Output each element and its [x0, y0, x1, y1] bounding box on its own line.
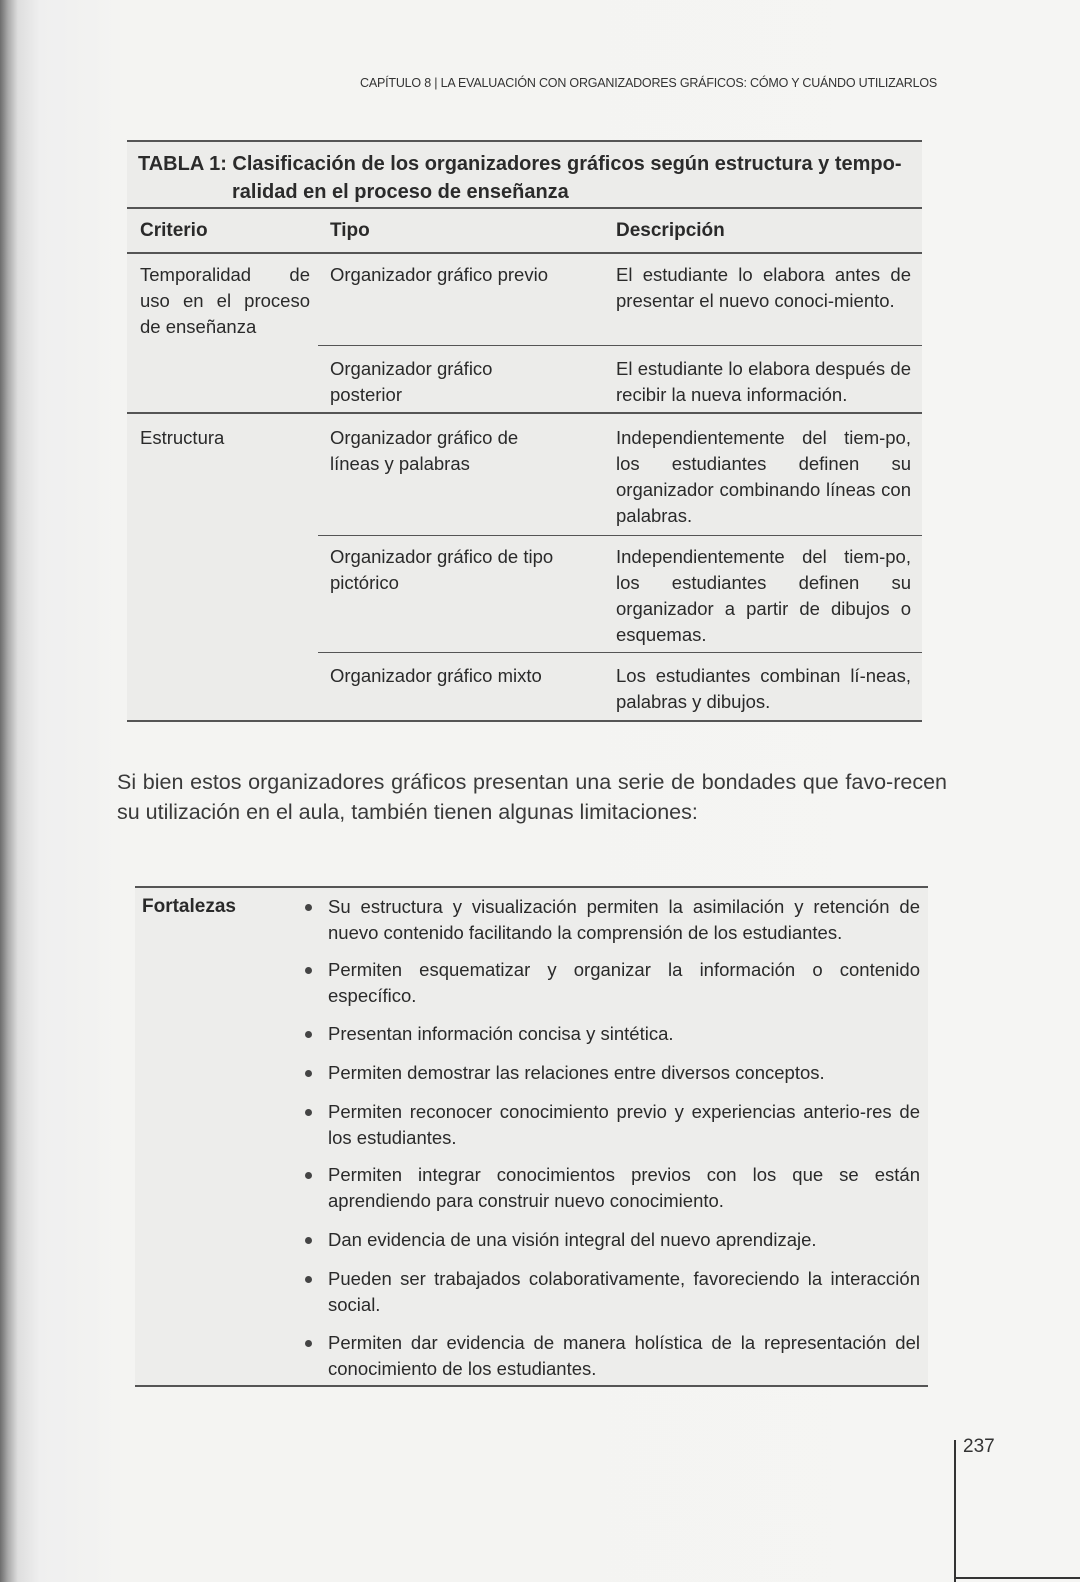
list-item: Pueden ser trabajados colaborativamente, favoreciendo la interacción social.: [305, 1266, 920, 1318]
table-cell-tipo: Organizador gráfico mixto: [330, 665, 542, 686]
list-item: Permiten dar evidencia de manera holística de la representación del conocimiento de los estudiantes.: [305, 1330, 920, 1382]
page-number-rule: [954, 1440, 956, 1582]
table-bottom-rule: [127, 720, 922, 722]
row-rule: [127, 412, 922, 414]
table-cell-tipo: Organizador gráfico posterior: [330, 358, 493, 405]
row-rule: [318, 535, 922, 536]
list-item: Dan evidencia de una visión integral del nuevo aprendizaje.: [305, 1227, 920, 1253]
table-cell-descripcion: El estudiante lo elabora después de recibir la nueva información.: [616, 358, 911, 405]
column-header-descripcion: Descripción: [616, 220, 725, 241]
list-item: Permiten demostrar las relaciones entre diversos conceptos.: [305, 1060, 920, 1086]
page-number: 237: [963, 1436, 995, 1457]
list-item: Permiten esquematizar y organizar la información o contenido específico.: [305, 957, 920, 1009]
fortalezas-label: Fortalezas: [142, 896, 236, 917]
table-cell-criterio: Temporalidad de uso en el proceso de enseñanza: [140, 264, 310, 337]
table-cell-descripcion: Independientemente del tiem-po, los estudiantes definen su organizador combinando líneas con palabras.: [616, 427, 911, 526]
row-rule: [318, 652, 922, 653]
list-item: Su estructura y visualización permiten la asimilación y retención de nuevo contenido facilitando la comprensión de los estudiantes.: [305, 894, 920, 946]
table-title-rule: [127, 207, 922, 209]
table-top-rule: [127, 140, 922, 142]
table-cell-criterio: Estructura: [140, 427, 225, 448]
table-cell-descripcion: Los estudiantes combinan lí-neas, palabras y dibujos.: [616, 665, 911, 712]
table-cell-tipo: Organizador gráfico previo: [330, 264, 548, 285]
row-rule: [318, 345, 922, 346]
header-rule: [127, 252, 922, 254]
table-cell-tipo: Organizador gráfico de tipo pictórico: [330, 546, 554, 593]
table-title: [138, 150, 908, 206]
table-title-line-2: ralidad en el proceso de enseñanza: [232, 181, 569, 203]
table-cell-descripcion: Independientemente del tiem-po, los estudiantes definen su organizador a partir de dibujos o esquemas.: [616, 546, 911, 645]
table-title-line-1: TABLA 1: Clasificación de los organizadores gráficos según estructura y tempo-: [138, 153, 902, 175]
page-bottom-rule: [954, 1577, 1080, 1579]
list-item: Permiten reconocer conocimiento previo y experiencias anterio-res de los estudiantes.: [305, 1099, 920, 1151]
table-cell-tipo: Organizador gráfico de líneas y palabras: [330, 427, 519, 474]
fortalezas-top-rule: [135, 886, 928, 888]
running-header: CAPÍTULO 8 | LA EVALUACIÓN CON ORGANIZADORES GRÁFICOS: CÓMO Y CUÁNDO UTILIZARLOS: [360, 76, 937, 90]
column-header-tipo: Tipo: [330, 220, 370, 241]
table-cell-descripcion: El estudiante lo elabora antes de presentar el nuevo conoci-miento.: [616, 264, 911, 311]
list-item: Presentan información concisa y sintética.: [305, 1021, 920, 1047]
column-header-criterio: Criterio: [140, 220, 208, 241]
fortalezas-bottom-rule: [135, 1385, 928, 1387]
body-paragraph: Si bien estos organizadores gráficos presentan una serie de bondades que favo-recen su utilización en el aula, también tienen algunas limitaciones:: [117, 770, 947, 824]
list-item: Permiten integrar conocimientos previos con los que se están aprendiendo para construir nuevo conocimiento.: [305, 1162, 920, 1214]
